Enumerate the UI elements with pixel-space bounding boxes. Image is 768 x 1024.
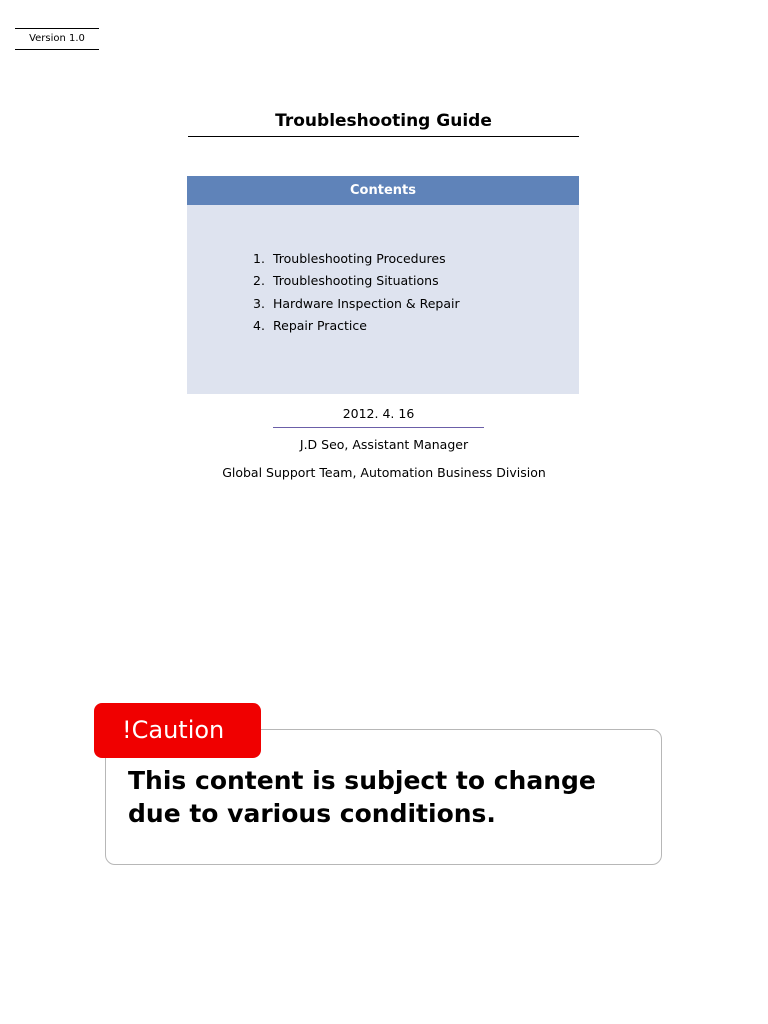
document-date: 2012. 4. 16: [273, 404, 484, 428]
contents-item: [253, 248, 460, 270]
contents-header: Contents: [187, 176, 579, 205]
contents-item-label: Hardware Inspection & Repair: [273, 295, 460, 311]
contents-item: [253, 270, 460, 292]
contents-item-label: Repair Practice: [273, 318, 367, 334]
contents-list: [253, 248, 460, 338]
document-title: Troubleshooting Guide: [188, 108, 579, 137]
contents-item-label: Troubleshooting Procedures: [273, 251, 446, 266]
contents-item-number: 2.: [253, 273, 265, 289]
contents-item-label: Troubleshooting Situations: [273, 273, 439, 289]
version-label: Version 1.0: [15, 28, 99, 50]
contents-item-number: 3.: [253, 295, 265, 311]
team-line: Global Support Team, Automation Business Division: [222, 465, 546, 480]
contents-item: [253, 293, 460, 315]
caution-message: This content is subject to change due to various conditions.: [128, 766, 596, 828]
contents-item: [253, 315, 460, 337]
contents-item-number: 1.: [253, 251, 265, 266]
contents-panel: [187, 176, 579, 394]
caution-label: !Caution: [94, 703, 261, 758]
contents-item-number: 4.: [253, 318, 265, 334]
author-line: J.D Seo, Assistant Manager: [299, 437, 469, 452]
